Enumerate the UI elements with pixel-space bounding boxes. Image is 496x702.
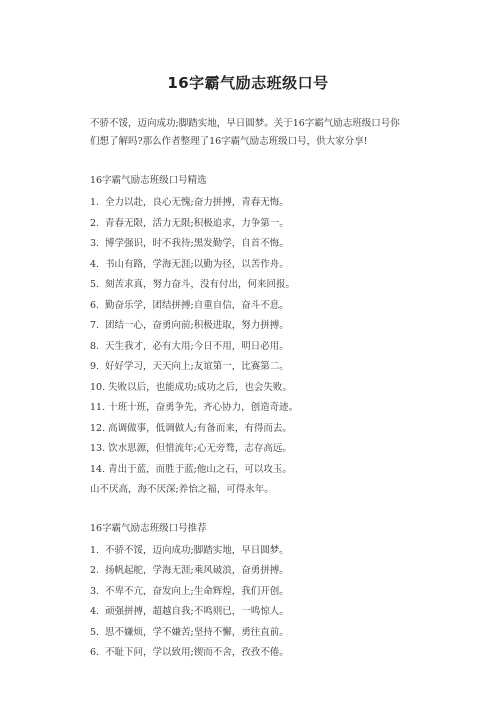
item-text: 全力以赴，良心无愧;奋力拼搏，青春无悔。 — [105, 197, 289, 208]
item-number: 9. — [90, 361, 100, 372]
list-item — [90, 643, 406, 664]
item-number: 11. — [90, 402, 106, 413]
item-number: 4. — [90, 258, 100, 270]
item-text: 思不嫌烦，学不嫌苦;坚持不懈，勇往直前。 — [105, 626, 289, 638]
item-number: 6. — [90, 647, 100, 658]
item-number: 1. — [90, 197, 100, 208]
list-item — [90, 602, 406, 623]
list-item — [90, 561, 406, 582]
section-recommended — [90, 519, 406, 664]
list-item — [90, 234, 406, 255]
list-item — [90, 193, 406, 214]
item-text: 书山有路，学海无涯;以勤为径，以苦作舟。 — [105, 258, 289, 270]
list-item — [90, 398, 406, 419]
list-item — [90, 623, 406, 644]
slogan-list — [90, 541, 406, 664]
list-item — [90, 541, 406, 562]
item-text: 顽强拼搏，超越自我;不鸣则已，一鸣惊人。 — [105, 606, 289, 617]
list-item — [90, 419, 406, 440]
item-number: 4. — [90, 606, 100, 617]
item-number: 3. — [90, 585, 100, 597]
item-text: 不骄不馁，迈向成功;脚踏实地，早日圆梦。 — [105, 544, 289, 556]
list-item — [90, 460, 406, 481]
item-text: 青出于蓝，而胜于蓝;他山之石，可以攻玉。 — [108, 463, 292, 475]
item-text: 饮水思源，但惜流年;心无旁骛，志存高远。 — [108, 443, 292, 454]
item-number: 8. — [90, 340, 100, 352]
item-text: 好好学习，天天向上;友谊第一，比赛第二。 — [105, 361, 289, 372]
list-item — [90, 316, 406, 337]
list-item — [90, 357, 406, 378]
item-text: 博学强识，时不我待;黑发勤学，自首不悔。 — [105, 238, 289, 249]
item-text: 团结一心，奋勇向前;积极进取，努力拼搏。 — [105, 320, 289, 331]
item-number: 3. — [90, 238, 100, 249]
list-item — [90, 214, 406, 235]
item-text: 不卑不亢，奋发向上;生命辉煌，我们开创。 — [105, 585, 289, 597]
slogan-list — [90, 193, 406, 480]
item-text: 高调做事，低调做人;有备而来，有得而去。 — [108, 422, 292, 434]
item-number: 13. — [90, 443, 106, 454]
item-text: 勤奋乐学，团结拼搏;自重自信，奋斗不息。 — [105, 299, 289, 311]
intro-paragraph: 不骄不馁，迈向成功;脚踏实地，早日圆梦。关于16字霸气励志班级口号你们想了解吗?那么作者整理了16字霸气励志班级口号，供大家分享! — [90, 118, 400, 147]
item-number: 7. — [90, 320, 100, 331]
item-text: 十班十班，奋勇争先，齐心协力，创造奇迹。 — [108, 402, 299, 413]
item-number: 5. — [90, 279, 100, 290]
item-number: 2. — [90, 217, 100, 229]
item-number: 12. — [90, 422, 106, 434]
document-title: 16字霸气励志班级口号 — [167, 74, 329, 92]
section-featured — [90, 171, 406, 501]
item-number: 2. — [90, 565, 100, 576]
item-number: 10. — [90, 381, 106, 393]
closing-line: 山不厌高，海不厌深;养怡之福，可得永年。 — [90, 484, 274, 495]
list-item — [90, 582, 406, 603]
section-heading: 16字霸气励志班级口号推荐 — [90, 522, 207, 534]
item-text: 天生我才，必有大用;今日不用，明日必用。 — [105, 340, 289, 352]
item-text: 刻苦求真，努力奋斗，没有付出，何来回报。 — [105, 279, 296, 290]
list-item — [90, 296, 406, 317]
item-text: 失败以后，也能成功;成功之后，也会失败。 — [108, 381, 292, 393]
item-number: 6. — [90, 299, 100, 311]
list-item — [90, 378, 406, 399]
item-text: 青春无限，活力无限;积极追求，力争第一。 — [105, 217, 289, 229]
section-heading: 16字霸气励志班级口号精选 — [90, 175, 207, 186]
list-item — [90, 439, 406, 460]
item-number: 14. — [90, 463, 106, 475]
list-item — [90, 337, 406, 358]
item-number: 1. — [90, 544, 100, 556]
item-text: 扬帆起舵，学海无涯;乘风破浪，奋勇拼搏。 — [105, 565, 289, 576]
list-item — [90, 255, 406, 276]
item-number: 5. — [90, 626, 100, 638]
list-item — [90, 275, 406, 296]
item-text: 不耻下问，学以致用;锲而不舍，孜孜不倦。 — [105, 647, 289, 658]
